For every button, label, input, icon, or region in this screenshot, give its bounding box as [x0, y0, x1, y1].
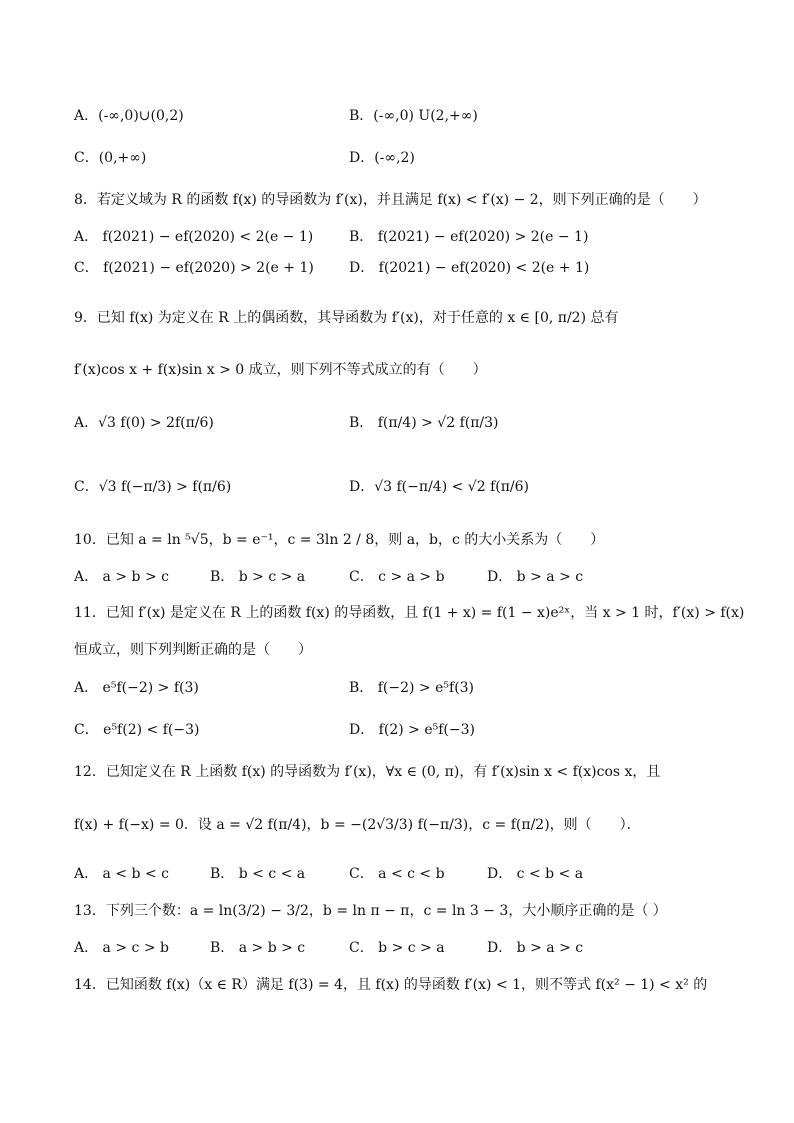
q12-option-d: D． c < b < a [487, 866, 584, 882]
q7-option-a: A．(-∞,0)∪(0,2) [74, 108, 184, 124]
q8-option-d: D． f(2021) − ef(2020) < 2(e + 1) [349, 260, 590, 276]
q10-stem: 10．已知 a = ln ⁵√5，b = e⁻¹，c = 3ln 2 / 8，则 a，b，c 的大小关系为（ ） [74, 532, 605, 548]
q10-option-b: B． b > c > a [210, 569, 306, 585]
q12-option-c: C． a < c < b [349, 866, 445, 882]
q13-option-d: D． b > a > c [487, 940, 584, 956]
q11-stem: 11．已知 f′(x) 是定义在 R 上的函数 f(x) 的导函数，且 f(1 + x) = f(1 − x)e²ˣ，当 x > 1 时，f′(x) > f(x) [74, 605, 745, 621]
q12-stem: 12．已知定义在 R 上函数 f(x) 的导函数为 f′(x)，∀x ∈ (0, π)，有 f′(x)sin x < f(x)cos x，且 [74, 764, 661, 780]
q10-option-a: A． a > b > c [74, 569, 169, 585]
q11-option-c: C． e⁵f(2) < f(−3) [74, 722, 200, 738]
q7-option-b: B．(-∞,0) U(2,+∞) [349, 108, 478, 124]
q13-stem: 13．下列三个数：a = ln(3/2) − 3/2，b = ln π − π，c = ln 3 − 3，大小顺序正确的是（ ） [74, 903, 667, 919]
q9-option-a: A．√3 f(0) > 2f(π/6) [74, 415, 214, 431]
q11-stem-2: 恒成立，则下列判断正确的是（ ） [74, 642, 312, 658]
q8-stem: 8．若定义域为 R 的函数 f(x) 的导函数为 f′(x)，并且满足 f(x) < f′(x) − 2，则下列正确的是（ ） [74, 192, 707, 208]
q10-option-d: D． b > a > c [487, 569, 584, 585]
q9-option-b: B． f(π/4) > √2 f(π/3) [349, 415, 499, 431]
q9-stem-2: f′(x)cos x + f(x)sin x > 0 成立，则下列不等式成立的有（ ） [74, 362, 487, 378]
q9-option-c: C．√3 f(−π/3) > f(π/6) [74, 479, 232, 495]
q8-option-b: B． f(2021) − ef(2020) > 2(e − 1) [349, 229, 589, 245]
q9-option-d: D．√3 f(−π/4) < √2 f(π/6) [349, 479, 530, 495]
q13-option-c: C． b > c > a [349, 940, 445, 956]
q8-option-a: A． f(2021) − ef(2020) < 2(e − 1) [74, 229, 314, 245]
q12-stem-2: f(x) + f(−x) = 0．设 a = √2 f(π/4)，b = −(2√3/3) f(−π/3)，c = f(π/2)，则（ ）． [74, 817, 641, 833]
q13-option-a: A． a > c > b [74, 940, 169, 956]
q11-option-a: A． e⁵f(−2) > f(3) [74, 680, 199, 696]
q11-option-d: D． f(2) > e⁵f(−3) [349, 722, 475, 738]
q7-option-c: C．(0,+∞) [74, 150, 147, 166]
q12-option-a: A． a < b < c [74, 866, 169, 882]
q13-option-b: B． a > b > c [210, 940, 306, 956]
q10-option-c: C． c > a > b [349, 569, 445, 585]
q11-option-b: B． f(−2) > e⁵f(3) [349, 680, 475, 696]
q12-option-b: B． b < c < a [210, 866, 306, 882]
q8-option-c: C． f(2021) − ef(2020) > 2(e + 1) [74, 260, 314, 276]
q9-stem: 9．已知 f(x) 为定义在 R 上的偶函数，其导函数为 f′(x)，对于任意的 x ∈ [0, π/2) 总有 [74, 310, 619, 326]
q14-stem: 14．已知函数 f(x)（x ∈ R）满足 f(3) = 4，且 f(x) 的导函数 f′(x) < 1，则不等式 f(x² − 1) < x² 的 [74, 977, 708, 993]
q7-option-d: D．(-∞,2) [349, 150, 415, 166]
